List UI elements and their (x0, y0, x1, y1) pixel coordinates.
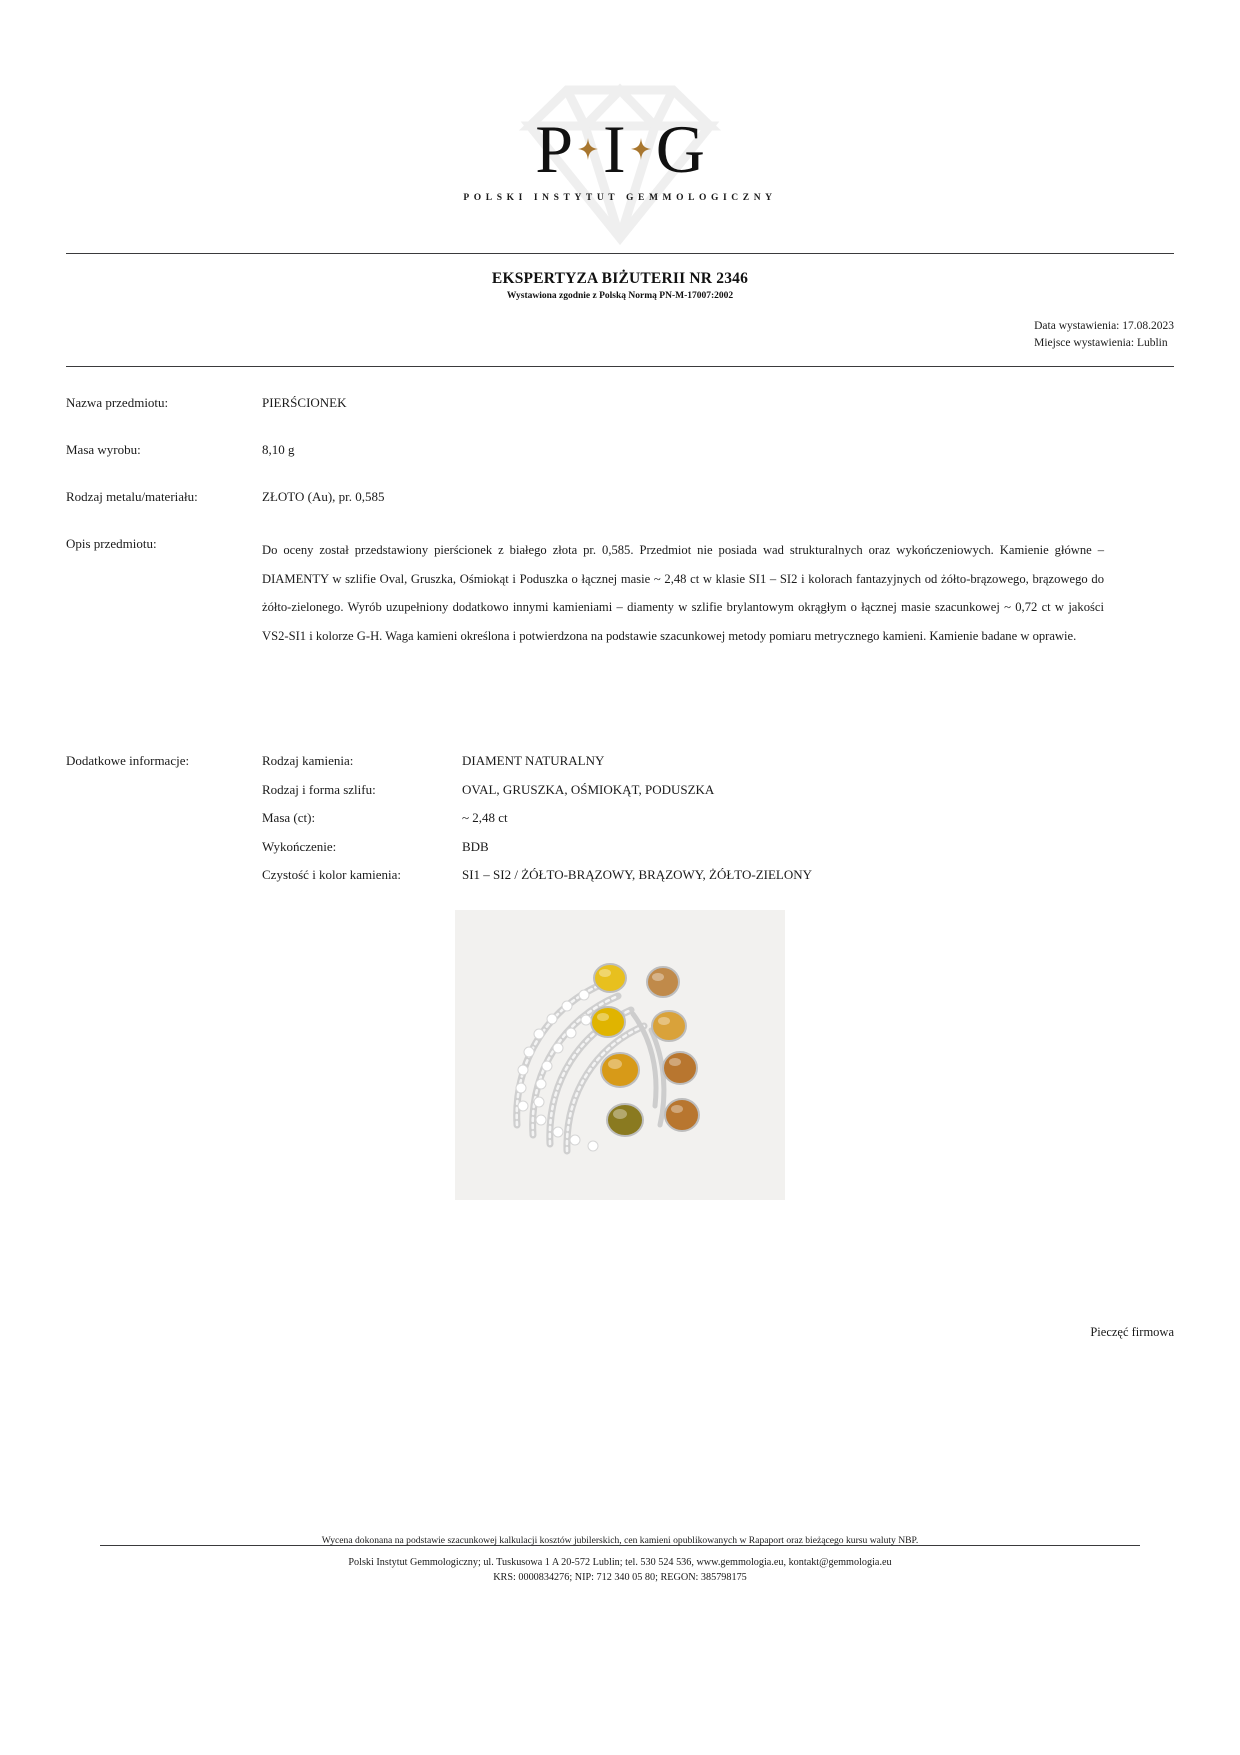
additional-info-section (66, 753, 1174, 896)
divider-top (66, 253, 1174, 254)
addinfo-row-finish (262, 839, 1174, 855)
addinfo-row-stone-type (262, 753, 1174, 769)
ring-photograph (455, 910, 785, 1200)
logo-subtitle: POLSKI INSTYTUT GEMMOLOGICZNY (463, 193, 777, 203)
addinfo-row-clarity-color (262, 867, 1174, 883)
field-value-name: PIERŚCIONEK (262, 395, 347, 410)
diamond-sparkle-icon-2 (626, 138, 656, 160)
issue-date: Data wystawienia: 17.08.2023 (1034, 320, 1174, 332)
page-subtitle: Wystawiona zgodnie z Polską Normą PN-M-17007:2002 (506, 291, 734, 301)
issue-meta (1034, 318, 1174, 351)
footer-registration-line: KRS: 0000834276; NIP: 712 340 05 80; REGON: 385798175 (493, 1571, 747, 1583)
additional-info-table (262, 753, 1174, 896)
document-title-block (0, 270, 1240, 301)
field-value-description: Do oceny został przedstawiony pierścionek z białego złota pr. 0,585. Przedmiot nie posiada wad strukturalnych oraz wykończeniowych. Kamienie główne – DIAMENTY w szlifie Oval, Gruszka, Ośmiokąt i Poduszka o łącznej masie ~ 2,48 ct w klasie SI1 – SI2 i kolorach fantazyjnych od żółto-brązowego, brązowego do żółto-zielonego. Wyrób uzupełniony dodatkowo innymi kamieniami – diamenty w szlifie brylantowym okrągłym o łącznej masie szacunkowej ~ 0,72 ct w jakości VS2-SI1 i kolorze G-H. Waga kamieni określona i potwierdzona na podstawie szacunkowej metody pomiaru metrycznego kamieni. Kamienie badane w oprawie. (262, 543, 1104, 644)
field-row-name (66, 395, 1174, 411)
field-list (66, 395, 1174, 651)
addinfo-value-cut: OVAL, GRUSZKA, OŚMIOKĄT, PODUSZKA (462, 781, 715, 797)
issue-place: Miejsce wystawienia: Lublin (1034, 336, 1168, 349)
field-label-name: Nazwa przedmiotu: (66, 395, 169, 410)
addinfo-key-finish: Wykończenie: (262, 838, 337, 854)
footer-contact-line: Polski Instytut Gemmologiczny; ul. Tuskusowa 1 A 20-572 Lublin; tel. 530 524 536, www.gemmologia.eu, kontakt@gemmologia.eu (348, 1557, 892, 1568)
diamond-sparkle-icon (573, 138, 603, 160)
field-label-description: Opis przedmiotu: (66, 536, 157, 551)
field-label-metal: Rodzaj metalu/materiału: (66, 489, 198, 504)
institute-logo (0, 52, 1240, 252)
additional-info-label: Dodatkowe informacje: (66, 753, 190, 768)
addinfo-key-carat: Masa (ct): (262, 810, 316, 825)
page-title: EKSPERTYZA BIŻUTERII NR 2346 (491, 270, 749, 287)
divider-footer (100, 1545, 1140, 1546)
divider-middle (66, 366, 1174, 367)
field-value-metal: ZŁOTO (Au), pr. 0,585 (262, 489, 385, 504)
logo-wordmark (535, 111, 705, 187)
field-label-mass: Masa wyrobu: (66, 442, 141, 457)
field-row-mass (66, 442, 1174, 458)
addinfo-value-carat: ~ 2,48 ct (462, 810, 508, 825)
addinfo-value-finish: BDB (462, 838, 489, 854)
logo-letter-p: P (535, 111, 574, 187)
field-row-description (66, 536, 1174, 651)
logo-letter-i: I (603, 111, 626, 187)
footer-valuation-note: Wycena dokonana na podstawie szacunkowej kalkulacji kosztów jubilerskich, cen kamieni opublikowanych w Rapaport oraz bieżącego kursu waluty NBP. (321, 1535, 919, 1546)
field-row-metal (66, 489, 1174, 505)
addinfo-value-clarity-color: SI1 – SI2 / ŻÓŁTO-BRĄZOWY, BRĄZOWY, ŻÓŁTO-ZIELONY (462, 867, 813, 882)
addinfo-row-cut (262, 782, 1174, 798)
addinfo-row-carat (262, 810, 1174, 826)
company-stamp-label: Pieczęć firmowa (1090, 1325, 1174, 1339)
addinfo-key-clarity-color: Czystość i kolor kamienia: (262, 867, 402, 882)
field-value-mass: 8,10 g (262, 442, 295, 457)
addinfo-key-stone-type: Rodzaj kamienia: (262, 753, 354, 768)
addinfo-key-cut: Rodzaj i forma szlifu: (262, 781, 376, 797)
logo-letter-g: G (655, 111, 705, 187)
footer-contact-block (0, 1556, 1240, 1586)
addinfo-value-stone-type: DIAMENT NATURALNY (462, 753, 605, 768)
